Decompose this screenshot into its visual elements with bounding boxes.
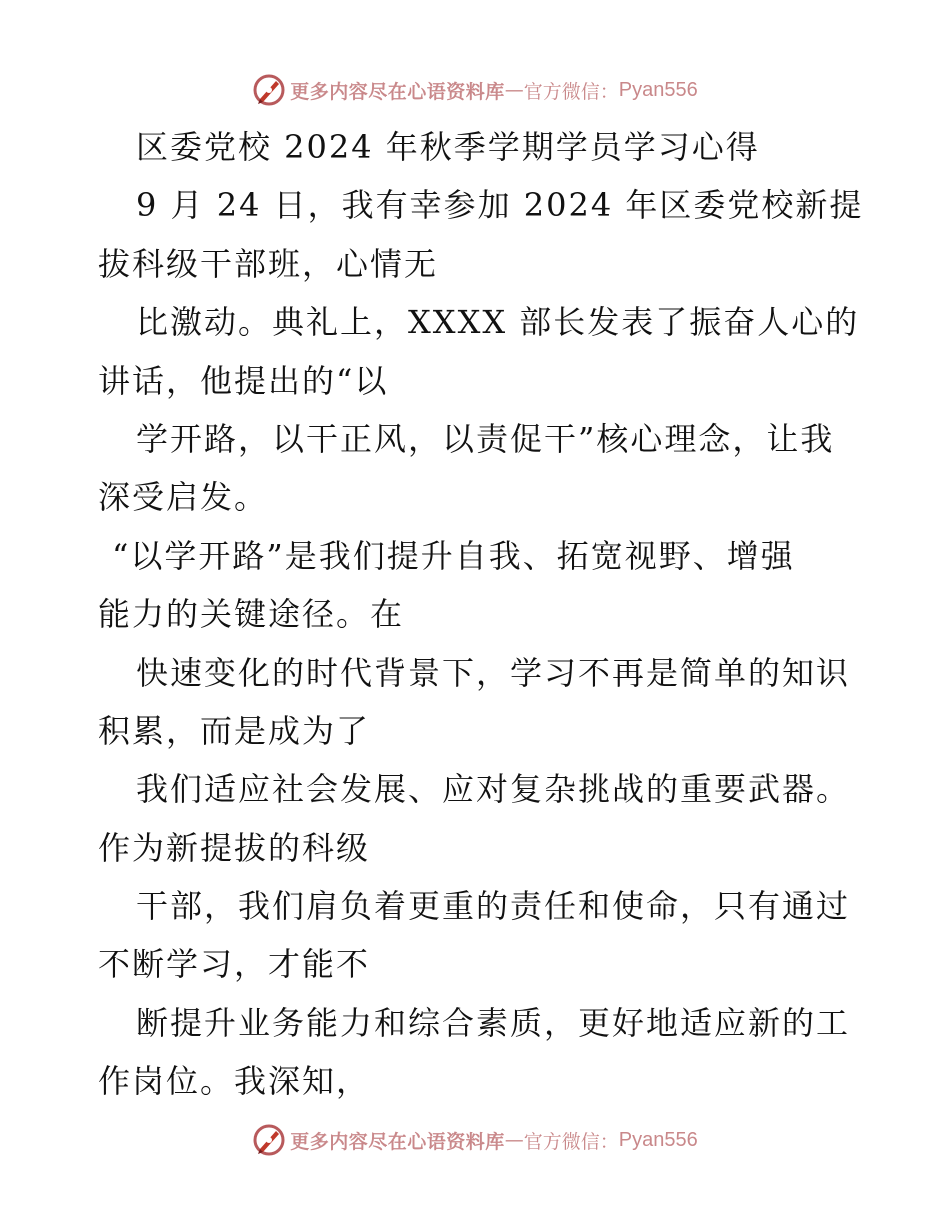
text-line-4: 讲话，他提出的“以 <box>98 361 389 400</box>
text-line-9: 快速变化的时代背景下，学习不再是简单的知识 <box>136 653 851 692</box>
text-line-3: 比激动。典礼上，XXXX 部长发表了振奋人心的 <box>136 303 860 342</box>
text-line-1: 9 月 24 日，我有幸参加 2024 年区委党校新提 <box>136 186 864 225</box>
text-line-6: 深受启发。 <box>98 478 269 517</box>
document-title: 区委党校 2024 年秋季学期学员学习心得 <box>136 128 760 166</box>
watermark-separator: — <box>504 79 524 101</box>
text-line-2: 拔科级干部班，心情无 <box>98 244 439 283</box>
text-line-8: 能力的关键途径。在 <box>98 595 405 634</box>
watermark-banner-top <box>0 70 950 110</box>
pen-logo-icon <box>252 73 286 107</box>
watermark-site-name: 更多内容尽在心语资料库 <box>290 1130 505 1153</box>
text-line-10: 积累，而是成为了 <box>98 711 371 750</box>
watermark-wechat-label: 官方微信： <box>523 80 619 103</box>
watermark-wechat-label: 官方微信： <box>523 1130 619 1153</box>
text-line-15: 断提升业务能力和综合素质，更好地适应新的工 <box>136 1003 851 1042</box>
text-line-12: 作为新提拔的科级 <box>98 828 371 867</box>
text-line-13: 干部，我们肩负着更重的责任和使命，只有通过 <box>136 887 851 926</box>
watermark-wechat-id: Pyan556 <box>618 78 698 101</box>
text-line-5: 学开路，以干正风，以责促干”核心理念，让我 <box>136 419 835 458</box>
document-body <box>98 118 864 1111</box>
text-line-7: “以学开路”是我们提升自我、拓宽视野、增强 <box>112 536 795 575</box>
watermark-wechat-id: Pyan556 <box>618 1128 698 1151</box>
watermark-separator: — <box>504 1129 524 1151</box>
text-line-11: 我们适应社会发展、应对复杂挑战的重要武器。 <box>136 770 851 809</box>
text-line-14: 不断学习，才能不 <box>98 945 371 984</box>
text-line-16: 作岗位。我深知， <box>98 1062 371 1101</box>
pen-logo-icon <box>252 1123 286 1157</box>
watermark-site-name: 更多内容尽在心语资料库 <box>290 80 505 103</box>
watermark-banner-bottom <box>0 1120 950 1160</box>
